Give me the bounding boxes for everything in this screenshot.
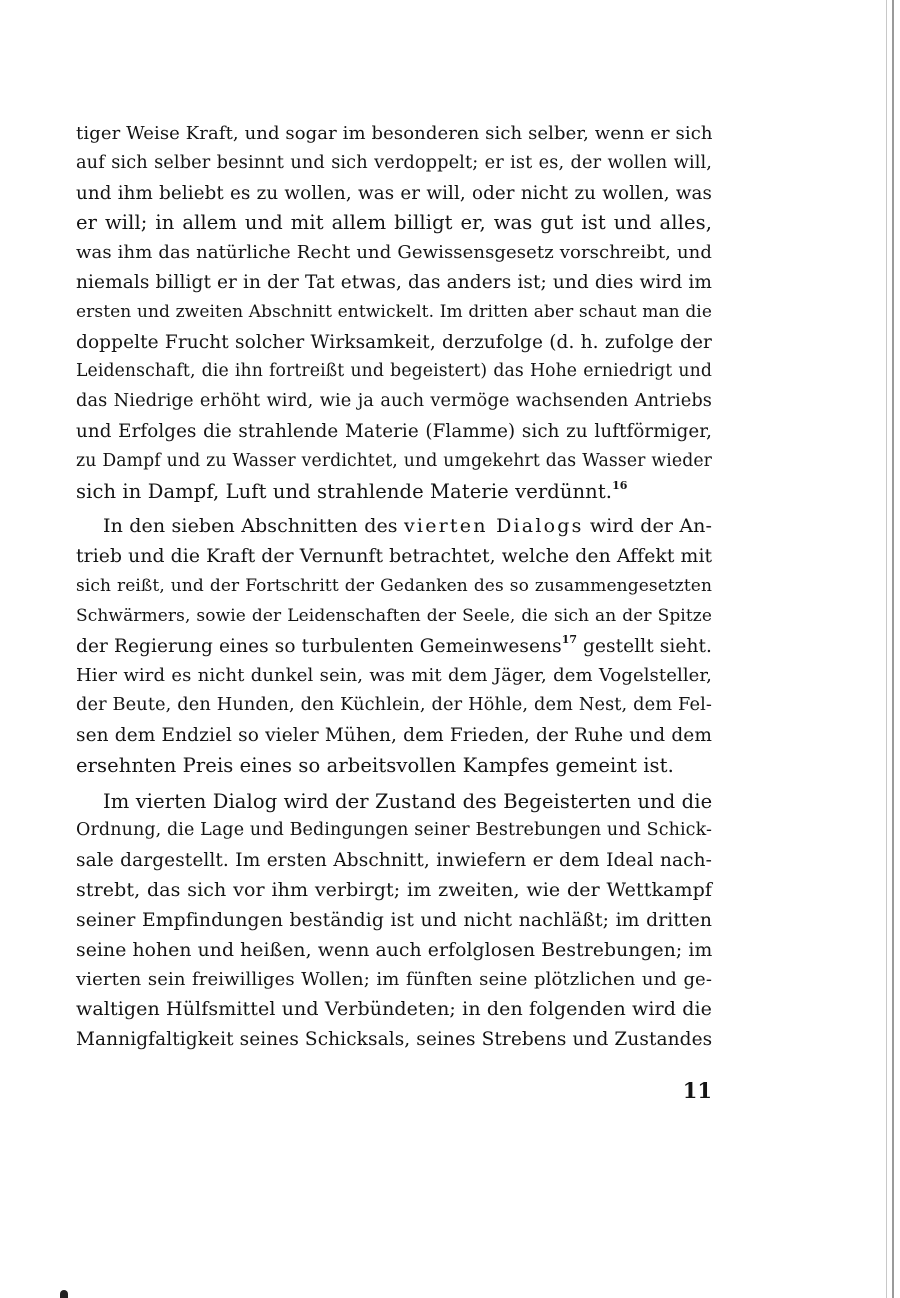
scan-edge-line xyxy=(886,0,887,1298)
page-number: 11 xyxy=(682,1078,712,1103)
text-line: sen dem Endziel so vieler Mühen, dem Frieden, der Ruhe und dem xyxy=(76,724,712,746)
text-line: sich reißt, und der Fortschritt der Gedanken des so zusammengesetzten xyxy=(76,575,712,596)
text-line-content: der Regierung eines so turbulenten Gemeinwesens xyxy=(76,635,562,657)
paragraph-2 xyxy=(76,512,712,780)
footnote-marker: 16 xyxy=(612,478,628,492)
text-line xyxy=(76,632,712,662)
text-line-content: In den sieben Abschnitten des xyxy=(103,515,404,538)
text-line: trieb und die Kraft der Vernunft betrachtet, welche den Affekt mit xyxy=(76,546,713,568)
body-text xyxy=(76,119,712,1055)
text-line: Schwärmers, sowie der Leidenschaften der Seele, die sich an der Spitze xyxy=(76,605,712,626)
text-line: Hier wird es nicht dunkel sein, was mit dem Jäger, dem Vogelsteller, xyxy=(76,665,712,687)
text-line: Mannigfaltigkeit seines Schicksals, seines Strebens und Zustandes xyxy=(76,1028,713,1050)
text-line: er will; in allem und mit allem billigt er, was gut ist und alles, xyxy=(76,211,712,235)
footnote-marker: 17 xyxy=(561,632,577,646)
text-line: ersehnten Preis eines so arbeitsvollen Kampfes gemeint ist. xyxy=(76,753,674,777)
paragraph-3 xyxy=(76,787,712,1055)
text-line: Ordnung, die Lage und Bedingungen seiner Bestrebungen und Schick- xyxy=(76,820,712,841)
text-line xyxy=(76,512,712,542)
text-line: strebt, das sich vor ihm verbirgt; im zweiten, wie der Wettkampf xyxy=(76,878,712,901)
text-line: niemals billigt er in der Tat etwas, das anders ist; und dies wird im xyxy=(76,271,712,293)
text-line-content: wird der An- xyxy=(583,515,713,538)
text-line: zu Dampf und zu Wasser verdichtet, und umgekehrt das Wasser wieder xyxy=(76,450,712,471)
text-line: tiger Weise Kraft, und sogar im besonderen sich selber, wenn er sich xyxy=(76,123,713,144)
text-line: waltigen Hülfsmittel und Verbündeten; in den folgenden wird die xyxy=(76,998,712,1021)
emphasized-text: vierten Dialogs xyxy=(404,515,584,538)
text-line: sale dargestellt. Im ersten Abschnitt, inwiefern er dem Ideal nach- xyxy=(76,850,712,872)
text-line: und ihm beliebt es zu wollen, was er will, oder nicht zu wollen, was xyxy=(76,182,712,204)
text-line: vierten sein freiwilliges Wollen; im fünften seine plötzlichen und ge- xyxy=(76,969,712,991)
text-line: was ihm das natürliche Recht und Gewissensgesetz vorschreibt, und xyxy=(76,242,712,264)
text-line: doppelte Frucht solcher Wirksamkeit, derzufolge (d. h. zufolge der xyxy=(76,331,712,353)
paragraph-1 xyxy=(76,119,712,506)
text-line: der Beute, den Hunden, den Küchlein, der Höhle, dem Nest, dem Fel- xyxy=(76,695,712,716)
text-line: Im vierten Dialog wird der Zustand des Begeisterten und die xyxy=(103,789,713,813)
text-line: seiner Empfindungen beständig ist und nicht nachläßt; im dritten xyxy=(76,909,712,931)
text-line: Leidenschaft, die ihn fortreißt und begeistert) das Hohe erniedrigt und xyxy=(76,361,712,382)
text-line: und Erfolges die strahlende Materie (Flamme) sich zu luftförmiger, xyxy=(76,420,712,442)
text-line xyxy=(76,477,712,507)
text-line: ersten und zweiten Abschnitt entwickelt. Im dritten aber schaut man die xyxy=(76,301,712,322)
text-line: seine hohen und heißen, wenn auch erfolglosen Bestrebungen; im xyxy=(76,939,713,961)
scan-edge-shadow xyxy=(892,0,894,1298)
scan-speck xyxy=(60,1290,68,1298)
text-line: auf sich selber besinnt und sich verdoppelt; er ist es, der wollen will, xyxy=(76,152,712,173)
text-line: das Niedrige erhöht wird, wie ja auch vermöge wachsenden Antriebs xyxy=(76,391,712,412)
text-line-content: gestellt sieht. xyxy=(577,635,712,657)
text-line-content: sich in Dampf, Luft und strahlende Materie verdünnt. xyxy=(76,479,613,503)
